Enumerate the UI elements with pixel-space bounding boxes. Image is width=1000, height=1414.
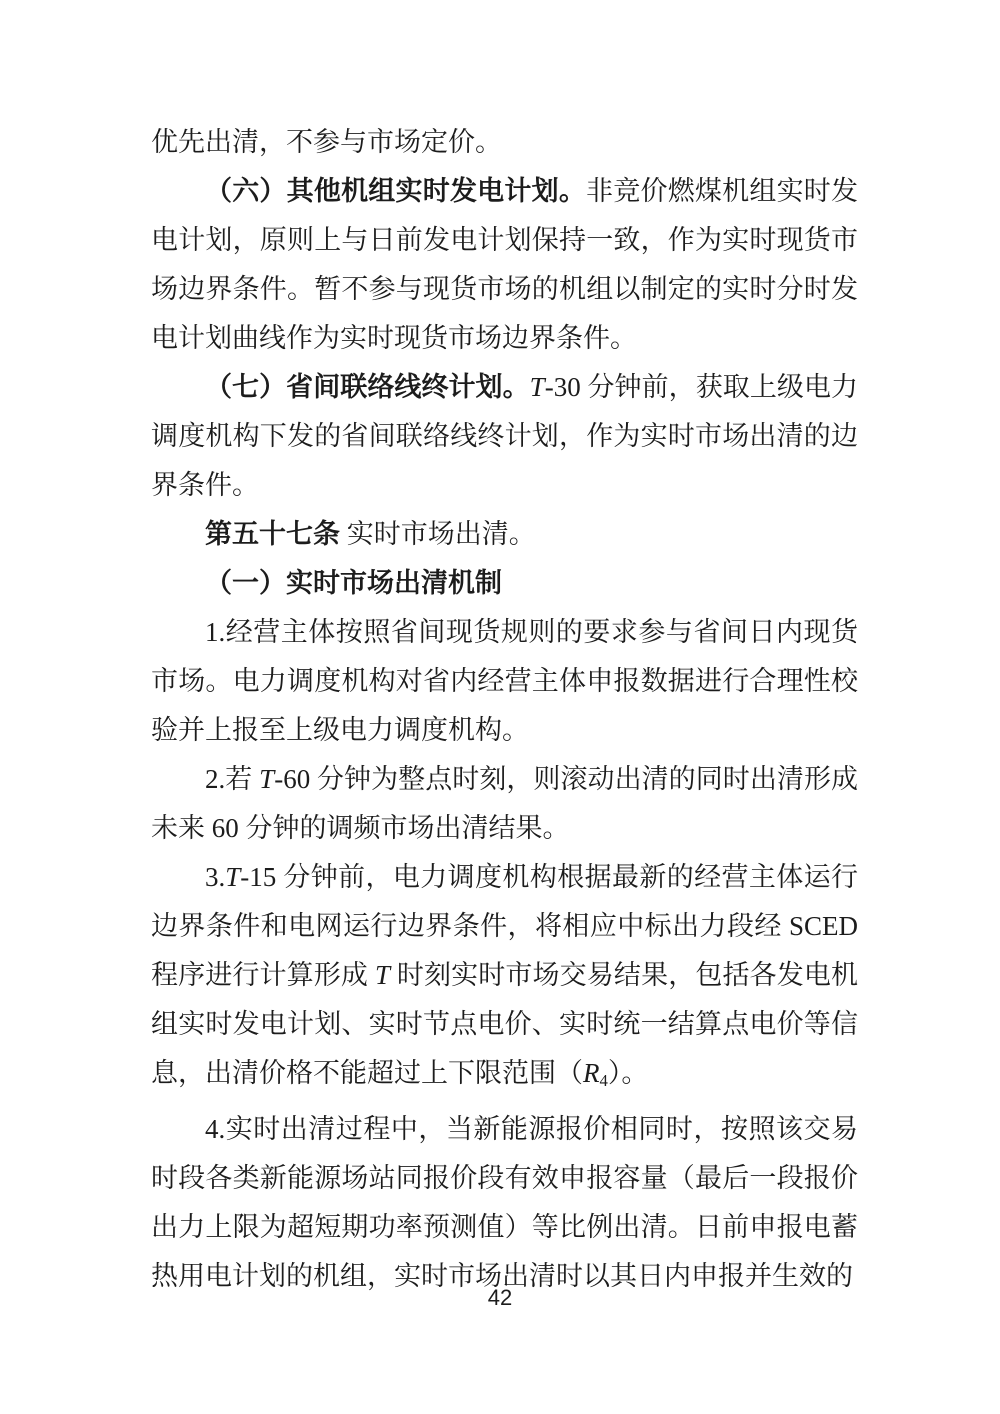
paragraph <box>151 363 858 510</box>
document-body <box>151 118 858 1301</box>
text-segment: 4 <box>599 1071 608 1091</box>
paragraph <box>151 608 858 755</box>
text-segment: 1.经营主体按照省间现货规则的要求参与省间日内现货市场。电力调度机构对省内经营主体申报数据进行合理性校验并上报至上级电力调度机构。 <box>151 617 858 745</box>
paragraph <box>151 118 858 167</box>
text-segment: 非竞价燃煤机组实时发电计划，原则上与日前发电计划保持一致，作为实时现货市场边界条件。暂不参与现货市场的机组以制定的实时分时发电计划曲线作为实时现货市场边界条件。 <box>151 176 859 353</box>
paragraph <box>151 755 858 853</box>
text-segment: ）。 <box>607 1058 649 1088</box>
text-segment: R <box>583 1058 600 1088</box>
text-segment: 3. <box>205 862 226 892</box>
text-segment: T <box>529 372 545 402</box>
page-number: 42 <box>487 1285 513 1310</box>
text-segment: -60 分钟为整点时刻，则滚动出清的同时出清形成未来 60 分钟的调频市场出清结果。 <box>151 764 859 843</box>
text-segment: T <box>374 960 390 990</box>
text-segment: 实时市场出清。 <box>340 519 536 549</box>
paragraph <box>151 1105 858 1301</box>
paragraph <box>151 167 858 363</box>
paragraph <box>151 559 858 608</box>
text-segment: -30 分钟前，获取上级电力调度机构下发的省间联络线终计划，作为实时市场出清的边界条件。 <box>151 372 858 500</box>
paragraph <box>151 510 858 559</box>
text-segment: 2.若 <box>205 764 260 794</box>
text-segment: （七）省间联络线终计划。 <box>205 372 530 402</box>
text-segment: T <box>259 764 275 794</box>
text-segment: 时刻实时市场交易结果，包括各发电机组实时发电计划、实时节点电价、实时统一结算点电价等信息，出清价格不能超过上下限范围（ <box>151 960 859 1088</box>
paragraph <box>151 853 858 1105</box>
text-segment: 优先出清，不参与市场定价。 <box>151 127 502 157</box>
text-segment: （六）其他机组实时发电计划。 <box>205 176 587 206</box>
text-segment: 第五十七条 <box>205 519 340 549</box>
text-segment: -15 分钟前，电力调度机构根据最新的经营主体运行边界条件和电网运行边界条件，将相应中标出力段经 SCED 程序进行计算形成 <box>151 862 858 990</box>
text-segment: T <box>225 862 241 892</box>
text-segment: 4.实时出清过程中，当新能源报价相同时，按照该交易时段各类新能源场站同报价段有效申报容量（最后一段报价出力上限为超短期功率预测值）等比例出清。日前申报电蓄热用电计划的机组，实时市场出清时以其日内申报并生效的 <box>151 1114 858 1292</box>
text-segment: （一）实时市场出清机制 <box>205 568 502 598</box>
